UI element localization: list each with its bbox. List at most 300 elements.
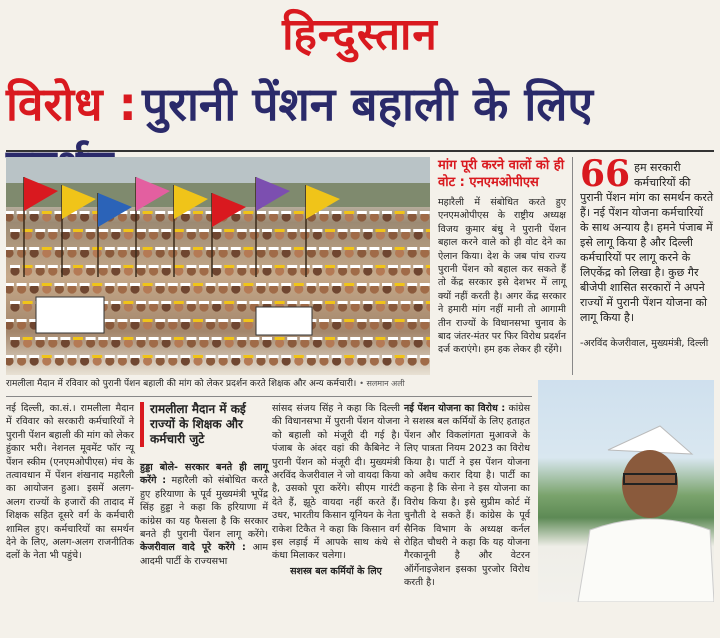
crowd-cap (375, 301, 385, 304)
crowd-cap (42, 211, 52, 214)
quote-attribution: -अरविंद केजरीवाल, मुख्यमंत्री, दिल्ली (580, 338, 709, 349)
crowd-cap (294, 283, 304, 286)
crowd-cap (256, 211, 266, 214)
crowd-cap (193, 211, 203, 214)
crowd-cap (143, 247, 153, 250)
crowd-cap (325, 229, 335, 232)
crowd-cap (98, 229, 108, 232)
crowd-cap (29, 211, 39, 214)
crowd-cap (338, 265, 348, 268)
crowd-cap (332, 283, 342, 286)
crowd-cap (86, 337, 96, 340)
crowd-cap (375, 265, 385, 268)
crowd-cap (294, 247, 304, 250)
crowd-cap (312, 301, 322, 304)
highlight-box: रामलीला मैदान में कई राज्यों के शिक्षक और कर्मचारी जुटे (140, 402, 268, 447)
crowd-cap (395, 319, 405, 322)
crowd-cap (275, 265, 285, 268)
crowd-cap (287, 265, 297, 268)
crowd-cap (180, 319, 190, 322)
crowd-cap (300, 301, 310, 304)
crowd-cap (256, 355, 266, 358)
crowd-cap (426, 301, 430, 304)
crowd-cap (105, 319, 115, 322)
crowd-cap (54, 247, 64, 250)
crowd-cap (332, 319, 342, 322)
crowd-cap (287, 301, 297, 304)
crowd-cap (130, 211, 140, 214)
crowd-cap (73, 229, 83, 232)
headline-rule (6, 150, 714, 152)
crowd-cap (363, 229, 373, 232)
crowd-cap (407, 355, 417, 358)
crowd-cap (269, 355, 279, 358)
crowd-cap (413, 265, 423, 268)
crowd-cap (237, 229, 247, 232)
crowd-cap (29, 247, 39, 250)
crowd-cap (243, 247, 253, 250)
crowd-cap (275, 301, 285, 304)
col4-subhead: नई पेंशन योजना का विरोध : (404, 403, 506, 414)
crowd-cap (395, 283, 405, 286)
crowd-cap (92, 355, 102, 358)
headline-kicker: विरोध : (6, 77, 137, 131)
crowd-cap (413, 337, 423, 340)
crowd-cap (256, 247, 266, 250)
crowd-cap (287, 337, 297, 340)
crowd-cap (312, 337, 322, 340)
crowd-cap (123, 265, 133, 268)
crowd-cap (105, 283, 115, 286)
crowd-cap (224, 337, 234, 340)
crowd-cap (199, 301, 209, 304)
crowd-cap (117, 247, 127, 250)
crowd-cap (180, 283, 190, 286)
crowd-cap (382, 211, 392, 214)
crowd-cap (237, 265, 247, 268)
crowd-cap (111, 229, 121, 232)
crowd-cap (319, 247, 329, 250)
crowd-cap (206, 247, 216, 250)
col2-subhead-2: केजरीवाल वादे पूरे करेंगे : (140, 542, 246, 554)
sidebar-body: महारैली में संबोधित करते हुए एनएमओपीएस के राष्ट्रीय अध्यक्ष विजय कुमार बंधु ने पुरानी पेंशन बहाल करने वाले को ही वोट देने का ऐलान किया। देश के जब पांच राज्य पुरानी पेंशन को बहाल कर सकते हैं तो केंद्र सरकार इसे देशभर में लागू क्यों नहीं करती है। अगर केंद्र सरकार ने हमारी मांग नहीं मानी तो आगामी तीन राज्यों के विधानसभा चुनाव के बाद जंतर-मंतर पर फिर विरोध प्रदर्शन दर्ज कराएंगे। हम हक लेकर ही रहेंगे। (438, 197, 566, 356)
crowd-cap (344, 247, 354, 250)
crowd-cap (243, 319, 253, 322)
crowd-cap (23, 301, 33, 304)
crowd-cap (275, 337, 285, 340)
crowd-cap (111, 337, 121, 340)
crowd-cap (388, 229, 398, 232)
crowd-cap (54, 283, 64, 286)
crowd-cap (117, 319, 127, 322)
crowd-cap (344, 319, 354, 322)
crowd-cap (206, 355, 216, 358)
crowd-cap (149, 265, 159, 268)
crowd-cap (231, 319, 241, 322)
crowd-cap (319, 283, 329, 286)
crowd-cap (407, 211, 417, 214)
crowd-cap (401, 301, 411, 304)
crowd-cap (382, 319, 392, 322)
crowd-cap (350, 229, 360, 232)
crowd-cap (249, 265, 259, 268)
col3-body: सांसद संजय सिंह ने कहा कि दिल्ली की विधानसभा में पुरानी पेंशन योजना को बहाली को मंजूरी दी गई है। पंजाब के अंदर वहां की कैबिनेट ने पुरानी पेंशन को मंजूरी दी। मुख्यमंत्री अरविंद केजरीवाल ने जो वायदा किया है, उसको पूरा करेंगे। सीएम गारंटी देते हैं, झूठे वायदा नहीं करते हैं। उधर, भारतीय किसान यूनियन के नेता राकेश टिकैत ने कहा कि किसान वर्ग इस लड़ाई में आपके साथ कंधे से कंधा मिलाकर चलेगा। (272, 403, 400, 562)
crowd-cap (224, 229, 234, 232)
crowd-cap (344, 283, 354, 286)
crowd-cap (54, 355, 64, 358)
crowd-cap (161, 229, 171, 232)
crowd-cap (73, 265, 83, 268)
crowd-cap (130, 319, 140, 322)
crowd-cap (199, 229, 209, 232)
crowd-cap (6, 283, 14, 286)
crowd-cap (332, 247, 342, 250)
crowd-cap (243, 211, 253, 214)
crowd-cap (363, 337, 373, 340)
crowd-cap (168, 319, 178, 322)
crowd-cap (193, 283, 203, 286)
crowd-cap (281, 355, 291, 358)
crowd-cap (401, 229, 411, 232)
photo-caption (6, 378, 430, 390)
crowd-cap (86, 265, 96, 268)
crowd-cap (420, 283, 430, 286)
crowd-cap (231, 247, 241, 250)
crowd-cap (312, 265, 322, 268)
crowd-cap (193, 355, 203, 358)
crowd-cap (105, 355, 115, 358)
crowd-cap (426, 265, 430, 268)
crowd-cap (193, 319, 203, 322)
crowd-cap (130, 247, 140, 250)
col4-body: कांग्रेस ने सशस्त्र बल कर्मियों के लिए हताहत पेंशन और विकलांगता मुआवजे के लिए पात्रता नियम 2023 का विरोध किया है। पार्टी ने इस पेंशन योजना को अवैध करार दिया है। पार्टी का कहना है कि सेना ने इस योजना का विरोध किया है। इसे सुप्रीम कोर्ट में चुनौती दे सकते हैं। कांग्रेस के पूर्व सैनिक विभाग के अध्यक्ष कर्नल रोहित चौधरी ने कहा कि यह योजना गैरकानूनी है और वेटरन ऑर्गेनाइजेशन इसका पुरजोर विरोध करती है। (404, 403, 531, 589)
crowd-cap (174, 229, 184, 232)
crowd-cap (269, 247, 279, 250)
crowd-cap (29, 355, 39, 358)
crowd-cap (420, 211, 430, 214)
crowd-cap (388, 301, 398, 304)
crowd-cap (123, 337, 133, 340)
crowd-cap (243, 355, 253, 358)
crowd-cap (206, 319, 216, 322)
crowd-cap (117, 283, 127, 286)
crowd-cap (401, 265, 411, 268)
crowd-cap (174, 265, 184, 268)
crowd-cap (420, 355, 430, 358)
crowd-cap (212, 229, 222, 232)
crowd-cap (350, 265, 360, 268)
photo-credit: • सलमान अली (359, 379, 405, 388)
crowd-cap (294, 211, 304, 214)
crowd-cap (375, 229, 385, 232)
crowd-cap (262, 229, 272, 232)
crowd-cap (155, 355, 165, 358)
crowd-cap (249, 337, 259, 340)
crowd-cap (161, 301, 171, 304)
crowd-cap (86, 229, 96, 232)
crowd-cap (17, 283, 27, 286)
crowd-cap (319, 355, 329, 358)
crowd-cap (338, 301, 348, 304)
crowd-cap (357, 319, 367, 322)
crowd-cap (186, 337, 196, 340)
crowd-cap (344, 355, 354, 358)
crowd-cap (224, 301, 234, 304)
crowd-illustration (6, 157, 430, 375)
caption-text: रामलीला मैदान में रविवार को पुरानी पेंशन बहाली की मांग को लेकर प्रदर्शन करते शिक्षक और अन्य कर्मचारी। (6, 379, 357, 389)
crowd-cap (325, 337, 335, 340)
crowd-cap (155, 319, 165, 322)
col2-body: महारैली को संबोधित करते हुए हरियाणा के पूर्व मुख्यमंत्री भूपेंद्र सिंह हुड्डा ने कहा कि हरियाणा में कांग्रेस का यह फैसला है कि सरकार बनते ही पुरानी पेंशन लागू करेंगे। (140, 475, 268, 541)
crowd-cap (382, 355, 392, 358)
crowd-cap (67, 283, 77, 286)
crowd-cap (92, 283, 102, 286)
article-column-3 (272, 402, 400, 578)
crowd-cap (306, 355, 316, 358)
crowd-cap (420, 247, 430, 250)
crowd-cap (48, 265, 58, 268)
crowd-cap (319, 211, 329, 214)
crowd-cap (10, 229, 20, 232)
crowd-cap (143, 355, 153, 358)
col2-body-2: आम आदमी पार्टी के राज्यसभा (140, 542, 268, 567)
crowd-cap (231, 355, 241, 358)
crowd-cap (275, 229, 285, 232)
crowd-cap (180, 247, 190, 250)
crowd-cap (319, 319, 329, 322)
crowd-cap (231, 283, 241, 286)
crowd-cap (249, 229, 259, 232)
crowd-cap (407, 319, 417, 322)
kejriwal-quote (580, 153, 714, 325)
crowd-cap (23, 337, 33, 340)
crowd-cap (375, 337, 385, 340)
crowd-cap (281, 211, 291, 214)
crowd-cap (193, 247, 203, 250)
masthead-title: हिन्दुस्तान (282, 9, 438, 60)
crowd-cap (35, 265, 45, 268)
crowd-cap (80, 283, 90, 286)
crowd-cap (155, 247, 165, 250)
crowd-cap (306, 283, 316, 286)
crowd-cap (6, 319, 14, 322)
crowd-cap (369, 283, 379, 286)
crowd-cap (111, 265, 121, 268)
crowd-cap (369, 355, 379, 358)
crowd-cap (48, 337, 58, 340)
crowd-cap (300, 337, 310, 340)
crowd-cap (357, 283, 367, 286)
crowd-cap (249, 301, 259, 304)
crowd-cap (149, 229, 159, 232)
crowd-cap (149, 301, 159, 304)
section-rule (6, 396, 532, 397)
column-divider (572, 157, 573, 375)
crowd-cap (256, 283, 266, 286)
crowd-cap (10, 301, 20, 304)
article-column-1: नई दिल्ली, का.सं.। रामलीला मैदान में रविवार को सरकारी कर्मचारियों ने पुरानी पेंशन बहाली की मांग को लेकर हुंकार भरी। नेशनल मूवमेंट फॉर न्यू पेंशन स्कीम (एनएमओपीएस) मंच के तत्वावधान में पेंशन शंखनाद महारैली का आयोजन हुआ। इसमें अलग-अलग राज्यों के हजारों की तादाद में शिक्षक सहित दूसरे वर्ग के कर्मचारी शामिल हुए। कर्मचारियों का समर्थन देने के लिए, अलग-अलग राजनीतिक दलों के नेता भी पहुंचे। (6, 403, 134, 562)
crowd-cap (363, 265, 373, 268)
crowd-cap (136, 301, 146, 304)
crowd-cap (17, 355, 27, 358)
crowd-cap (199, 337, 209, 340)
crowd-cap (407, 283, 417, 286)
crowd-cap (350, 301, 360, 304)
crowd-cap (413, 301, 423, 304)
crowd-cap (130, 283, 140, 286)
crowd-cap (161, 337, 171, 340)
col2-text (140, 461, 268, 568)
col3-subhead: सशस्त्र बल कर्मियों के लिए (290, 565, 382, 577)
crowd-cap (262, 337, 272, 340)
crowd-cap (363, 301, 373, 304)
crowd-cap (10, 337, 20, 340)
crowd-cap (143, 211, 153, 214)
crowd-cap (218, 247, 228, 250)
crowd-cap (92, 247, 102, 250)
crowd-cap (6, 247, 14, 250)
crowd-cap (332, 211, 342, 214)
crowd-cap (369, 211, 379, 214)
crowd-cap (161, 265, 171, 268)
rally-photo (6, 157, 430, 375)
crowd-cap (35, 337, 45, 340)
crowd-cap (325, 301, 335, 304)
crowd-cap (143, 283, 153, 286)
crowd-cap (42, 355, 52, 358)
crowd-cap (80, 247, 90, 250)
crowd-cap (67, 355, 77, 358)
crowd-cap (357, 355, 367, 358)
crowd-cap (212, 337, 222, 340)
quote-text: हम सरकारी कर्मचारियों की पुरानी पेंशन मांग का समर्थन करते हैं। नई पेंशन योजना कर्मचारियों के साथ अन्याय है। हमने पंजाब में इसे लागू किया है और दिल्ली कर्मचारियों पर लागू करने के लिएकेंद्र को लिखा है। कुछ गैर बीजेपी शासित सरकारों ने अपने राज्यों में पुरानी पेंशन योजना को लागू किया है। (580, 161, 714, 324)
crowd-cap (130, 355, 140, 358)
crowd-cap (73, 337, 83, 340)
crowd-cap (155, 211, 165, 214)
crowd-cap (262, 265, 272, 268)
crowd-cap (98, 337, 108, 340)
crowd-cap (426, 229, 430, 232)
crowd-cap (111, 301, 121, 304)
crowd-cap (17, 247, 27, 250)
crowd-cap (395, 355, 405, 358)
newspaper-masthead (0, 0, 720, 66)
crowd-cap (180, 355, 190, 358)
headline-main: पुरानी पेंशन बहाली के लिए (142, 77, 593, 131)
crowd-cap (6, 211, 14, 214)
crowd-cap (357, 247, 367, 250)
crowd-cap (388, 265, 398, 268)
crowd-cap (212, 301, 222, 304)
crowd-cap (306, 247, 316, 250)
crowd-cap (395, 211, 405, 214)
crowd-cap (338, 229, 348, 232)
crowd-cap (42, 283, 52, 286)
crowd-cap (243, 283, 253, 286)
crowd-cap (136, 337, 146, 340)
person-photo (538, 380, 714, 602)
crowd-cap (149, 337, 159, 340)
crowd-cap (10, 265, 20, 268)
crowd-cap (281, 247, 291, 250)
crowd-cap (294, 355, 304, 358)
crowd-cap (17, 319, 27, 322)
crowd-cap (218, 283, 228, 286)
crowd-cap (369, 319, 379, 322)
crowd-cap (281, 283, 291, 286)
crowd-cap (218, 319, 228, 322)
person-illustration (538, 380, 714, 602)
crowd-cap (117, 355, 127, 358)
crowd-cap (174, 337, 184, 340)
crowd-cap (269, 211, 279, 214)
crowd-cap (312, 229, 322, 232)
crowd-cap (155, 283, 165, 286)
headline (6, 72, 716, 146)
crowd-cap (218, 355, 228, 358)
crowd-cap (80, 355, 90, 358)
crowd-cap (136, 229, 146, 232)
crowd-cap (350, 337, 360, 340)
crowd-cap (413, 229, 423, 232)
crowd-cap (382, 283, 392, 286)
crowd-cap (262, 301, 272, 304)
crowd-cap (212, 265, 222, 268)
crowd-cap (206, 283, 216, 286)
crowd-cap (269, 283, 279, 286)
crowd-cap (382, 247, 392, 250)
article-column-4 (404, 402, 530, 590)
crowd-cap (395, 247, 405, 250)
crowd-cap (123, 229, 133, 232)
crowd-cap (237, 337, 247, 340)
crowd-cap (98, 265, 108, 268)
crowd-cap (199, 265, 209, 268)
crowd-cap (136, 265, 146, 268)
crowd-cap (6, 355, 14, 358)
crowd-cap (168, 247, 178, 250)
crowd-cap (237, 301, 247, 304)
quote-mark-icon: 66 (580, 153, 631, 195)
col2-subhead: हुड्डा बोले- सरकार बनते ही लागू करेंगे : (140, 462, 268, 487)
crowd-cap (29, 283, 39, 286)
crowd-cap (168, 355, 178, 358)
crowd-cap (60, 337, 70, 340)
crowd-cap (17, 211, 27, 214)
crowd-cap (300, 229, 310, 232)
crowd-cap (186, 229, 196, 232)
crowd-cap (224, 265, 234, 268)
crowd-cap (186, 301, 196, 304)
crowd-cap (300, 265, 310, 268)
crowd-cap (168, 283, 178, 286)
crowd-cap (325, 265, 335, 268)
crowd-cap (174, 301, 184, 304)
crowd-cap (369, 247, 379, 250)
crowd-cap (420, 319, 430, 322)
crowd-cap (105, 247, 115, 250)
crowd-cap (401, 337, 411, 340)
crowd-cap (35, 229, 45, 232)
crowd-cap (48, 229, 58, 232)
crowd-cap (344, 211, 354, 214)
crowd-cap (426, 337, 430, 340)
crowd-cap (80, 211, 90, 214)
crowd-cap (186, 265, 196, 268)
crowd-cap (388, 337, 398, 340)
crowd-cap (42, 247, 52, 250)
crowd-cap (143, 319, 153, 322)
